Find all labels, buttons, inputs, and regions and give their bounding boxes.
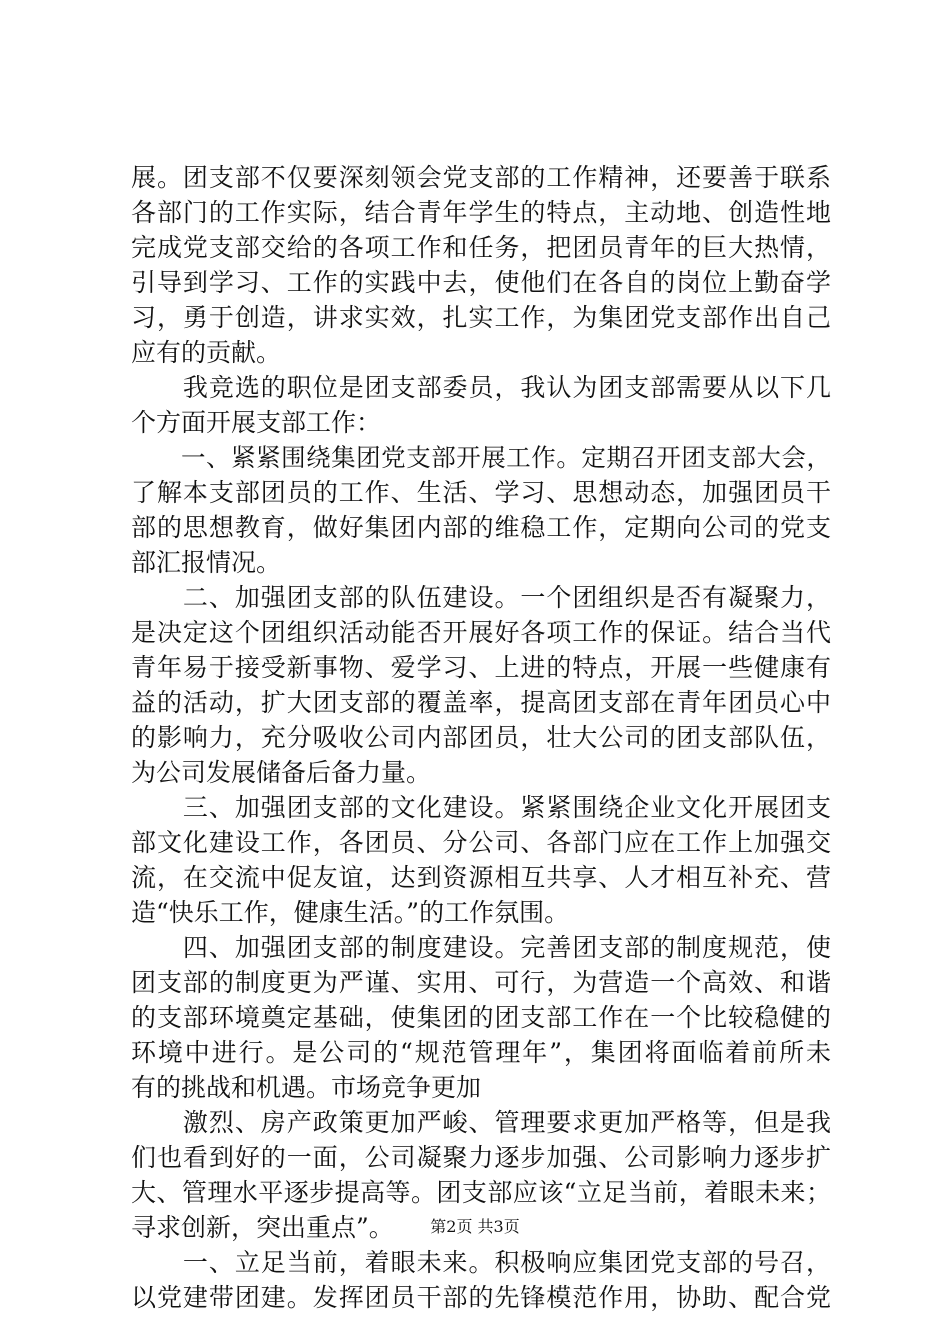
text-line: 有的挑战和机遇。市场竞争更加 xyxy=(131,1073,482,1102)
body-text xyxy=(131,160,831,1315)
text-line: 部文化建设工作，各团员、分公司、各部门应在工作上加强交 xyxy=(131,828,832,857)
text-line: 三、加强团支部的文化建设。紧紧围绕企业文化开展团支 xyxy=(131,793,832,822)
text-line: 各部门的工作实际，结合青年学生的特点，主动地、创造性地 xyxy=(131,198,832,227)
text-line: 激烈、房产政策更加严峻、管理要求更加严格等，但是我 xyxy=(131,1108,832,1137)
text-line: 寻求创新，突出重点”。 xyxy=(131,1213,394,1242)
text-line: 四、加强团支部的制度建设。完善团支部的制度规范，使 xyxy=(131,933,832,962)
text-line: 益的活动，扩大团支部的覆盖率，提高团支部在青年团员心中 xyxy=(131,688,832,717)
text-line: 展。团支部不仅要深刻领会党支部的工作精神，还要善于联系 xyxy=(131,163,832,192)
text-line: 一、紧紧围绕集团党支部开展工作。定期召开团支部大会， xyxy=(131,443,832,472)
text-line: 二、加强团支部的队伍建设。一个团组织是否有凝聚力， xyxy=(131,583,832,612)
text-line: 部汇报情况。 xyxy=(131,548,282,577)
text-line: 环境中进行。是公司的“规范管理年”，集团将面临着前所未 xyxy=(131,1038,833,1067)
text-line: 是决定这个团组织活动能否开展好各项工作的保证。结合当代 xyxy=(131,618,832,647)
text-line: 习，勇于创造，讲求实效，扎实工作，为集团党支部作出自己 xyxy=(131,303,832,332)
text-line: 引导到学习、工作的实践中去，使他们在各自的岗位上勤奋学 xyxy=(131,268,832,297)
text-line: 的支部环境奠定基础，使集团的团支部工作在一个比较稳健的 xyxy=(131,1003,832,1032)
text-line: 部的思想教育，做好集团内部的维稳工作，定期向公司的党支 xyxy=(131,513,832,542)
text-line: 我竞选的职位是团支部委员，我认为团支部需要从以下几 xyxy=(131,373,832,402)
text-line: 们也看到好的一面，公司凝聚力逐步加强、公司影响力逐步扩 xyxy=(131,1143,832,1172)
text-line: 青年易于接受新事物、爱学习、上进的特点，开展一些健康有 xyxy=(131,653,832,682)
text-line: 完成党支部交给的各项工作和任务，把团员青年的巨大热情， xyxy=(131,233,832,262)
text-line: 以党建带团建。发挥团员干部的先锋模范作用，协助、配合党 xyxy=(131,1283,832,1312)
text-line: 大、管理水平逐步提高等。团支部应该“立足当前，着眼未来； xyxy=(131,1178,832,1207)
text-line: 了解本支部团员的工作、生活、学习、思想动态，加强团员干 xyxy=(131,478,832,507)
page-number: 第2页 共3页 xyxy=(430,1217,520,1236)
text-line: 个方面开展支部工作： xyxy=(131,408,382,437)
text-line: 团支部的制度更为严谨、实用、可行，为营造一个高效、和谐 xyxy=(131,968,832,997)
text-line: 应有的贡献。 xyxy=(131,338,282,367)
text-line: 的影响力，充分吸收公司内部团员，壮大公司的团支部队伍， xyxy=(131,723,832,752)
text-line: 为公司发展储备后备力量。 xyxy=(131,758,432,787)
text-line: 流，在交流中促友谊，达到资源相互共享、人才相互补充、营 xyxy=(131,863,832,892)
text-line: 造“快乐工作，健康生活。”的工作氛围。 xyxy=(131,898,570,927)
text-line: 一、立足当前，着眼未来。积极响应集团党支部的号召， xyxy=(131,1248,832,1277)
